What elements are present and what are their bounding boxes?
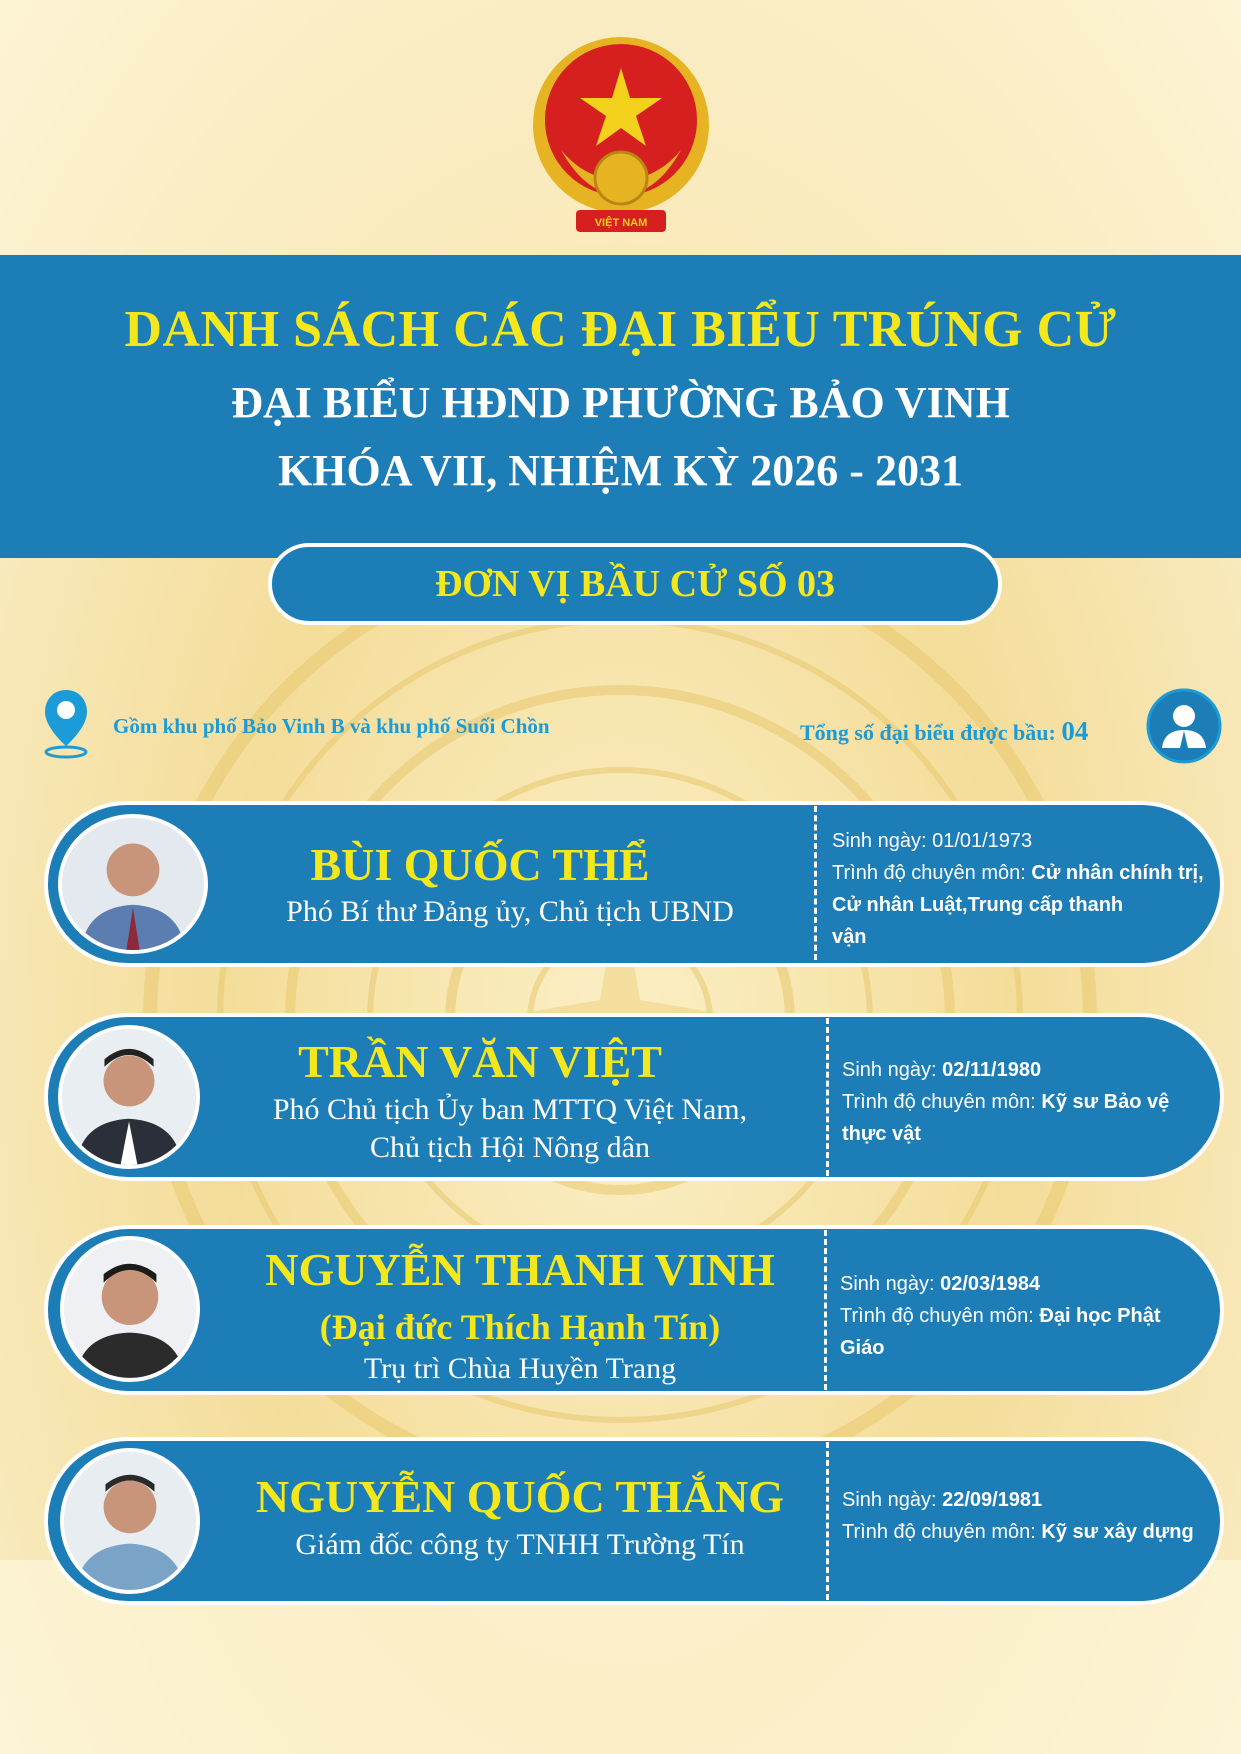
delegate-qual-2b: thực vật xyxy=(842,1123,921,1145)
delegate-qual-3: Đại học Phật xyxy=(1039,1305,1161,1327)
delegate-role-4: Giám đốc công ty TNHH Trường Tín xyxy=(295,1528,745,1561)
delegate-birth-4: 22/09/1981 xyxy=(942,1489,1043,1511)
delegate-photo-1 xyxy=(58,814,208,954)
location-pin-icon xyxy=(42,688,90,760)
delegate-role-1: Phó Bí thư Đảng ủy, Chủ tịch UBND xyxy=(286,895,734,928)
card-divider xyxy=(824,1230,827,1390)
card-divider xyxy=(826,1442,829,1600)
delegate-info-1 xyxy=(832,825,1222,953)
total-value: 04 xyxy=(1061,716,1089,746)
total-label: Tổng số đại biểu được bầu: xyxy=(800,720,1056,745)
delegate-info-4 xyxy=(842,1484,1222,1548)
delegate-birth-3: 02/03/1984 xyxy=(940,1273,1041,1295)
birth-label: Sinh ngày: xyxy=(840,1273,935,1295)
constituency-label: ĐƠN VỊ BẦU CỬ SỐ 03 xyxy=(268,543,1002,625)
birth-label: Sinh ngày: xyxy=(842,1059,937,1081)
term-label: KHÓA VII, NHIỆM KỲ 2026 - 2031 xyxy=(278,446,963,495)
card-divider xyxy=(826,1018,829,1176)
delegate-name-1: BÙI QUỐC THỂ xyxy=(310,839,650,890)
delegate-birth-2: 02/11/1980 xyxy=(942,1059,1042,1081)
delegate-qual-1b: Cử nhân Luật,Trung cấp thanh xyxy=(832,894,1124,916)
person-icon xyxy=(1146,688,1222,764)
delegate-photo-3 xyxy=(60,1236,200,1382)
delegate-role-2: Phó Chủ tịch Ủy ban MTTQ Việt Nam, xyxy=(272,1093,748,1126)
delegate-birth-1: 01/01/1973 xyxy=(932,830,1033,852)
total-delegates xyxy=(800,716,1088,747)
national-emblem xyxy=(526,30,716,240)
header-banner xyxy=(0,255,1241,558)
delegate-role-2b: Chủ tịch Hội Nông dân xyxy=(370,1131,650,1164)
delegate-qual-2: Kỹ sư Bảo vệ xyxy=(1041,1091,1170,1113)
delegate-name-2: TRẦN VĂN VIỆT xyxy=(298,1036,662,1087)
page-subtitle: ĐẠI BIỂU HĐND PHƯỜNG BẢO VINH xyxy=(231,378,1010,427)
page-title: DANH SÁCH CÁC ĐẠI BIỂU TRÚNG CỬ xyxy=(124,301,1117,358)
emblem-text: VIỆT NAM xyxy=(594,217,648,229)
delegate-photo-4 xyxy=(60,1448,200,1594)
delegate-qual-3b: Giáo xyxy=(840,1337,885,1359)
delegate-role-3: Trụ trì Chùa Huyền Trang xyxy=(363,1352,677,1385)
delegate-qual-1: Cử nhân chính trị, xyxy=(1031,862,1204,884)
area-description: Gồm khu phố Bảo Vinh B và khu phố Suối Chồn xyxy=(113,714,550,738)
delegate-alias-3: (Đại đức Thích Hạnh Tín) xyxy=(319,1307,721,1347)
qual-label: Trình độ chuyên môn: xyxy=(842,1091,1036,1113)
qual-label: Trình độ chuyên môn: xyxy=(842,1521,1036,1543)
delegate-qual-4: Kỹ sư xây dựng xyxy=(1041,1521,1194,1543)
qual-label: Trình độ chuyên môn: xyxy=(832,862,1026,884)
delegate-qual-1c: vận xyxy=(832,926,867,948)
delegate-name-4: NGUYỄN QUỐC THẮNG xyxy=(255,1471,785,1522)
birth-label: Sinh ngày: xyxy=(832,830,927,852)
birth-label: Sinh ngày: xyxy=(842,1489,937,1511)
delegate-info-2 xyxy=(842,1054,1212,1150)
qual-label: Trình độ chuyên môn: xyxy=(840,1305,1034,1327)
delegate-photo-2 xyxy=(58,1025,200,1169)
card-divider xyxy=(814,806,817,960)
delegate-info-3 xyxy=(840,1268,1210,1364)
delegate-name-3: NGUYỄN THANH VINH xyxy=(265,1244,775,1295)
